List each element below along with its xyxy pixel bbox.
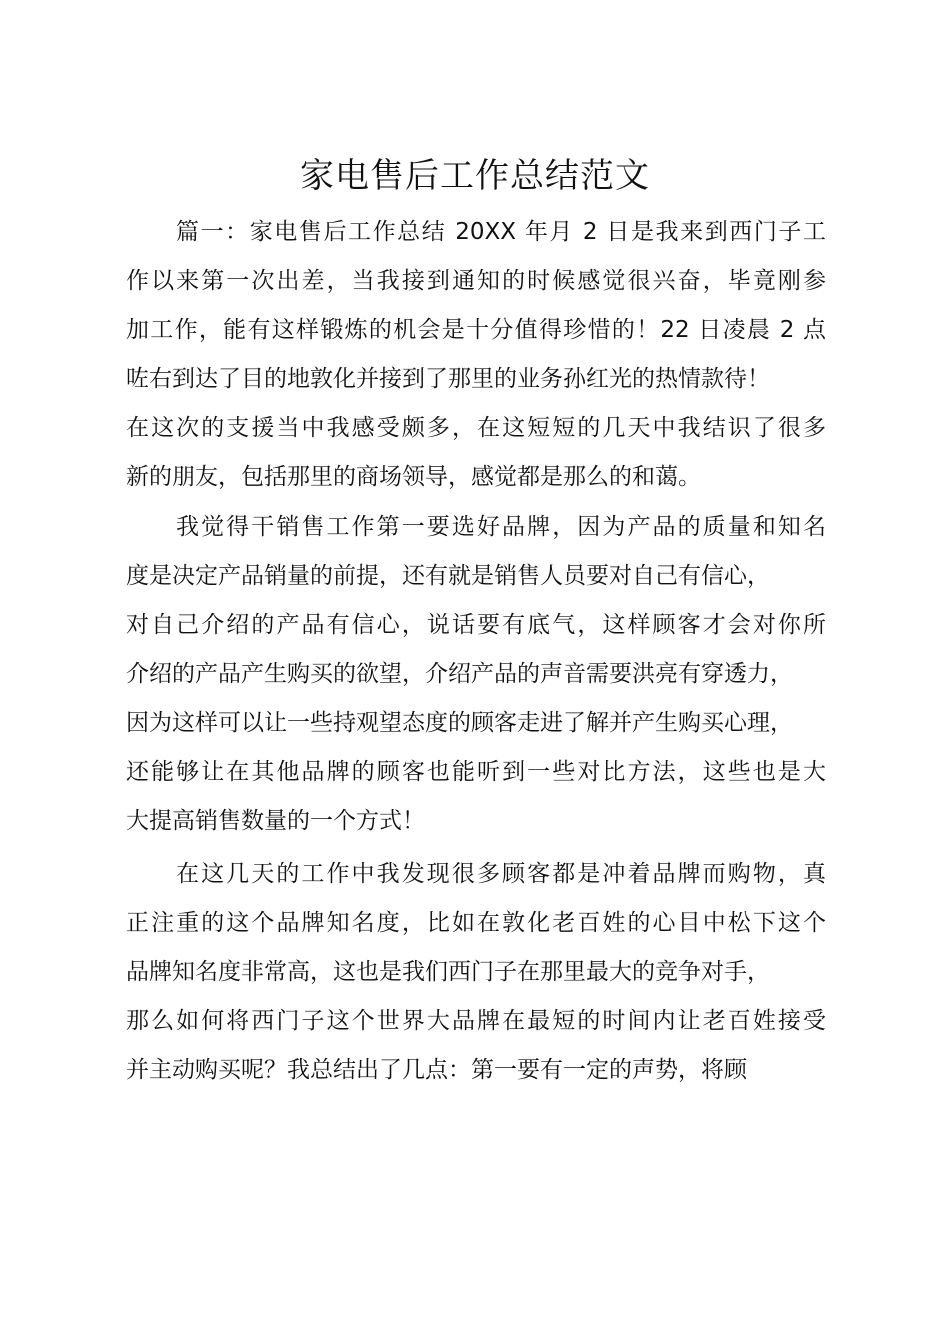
text-line: 那么如何将西门子这个世界大品牌在最短的时间内让老百姓接受: [126, 1008, 826, 1034]
text-line: 咗右到达了目的地敦化并接到了那里的业务孙红光的热情款待！: [126, 366, 770, 392]
text-line: 在这次的支援当中我感受颇多，在这短短的几天中我结识了很多: [126, 415, 826, 441]
document-title: 家电售后工作总结范文: [300, 156, 650, 196]
text-line: 在这几天的工作中我发现很多顾客都是冲着品牌而购物，真: [176, 861, 826, 887]
text-line: 新的朋友，包括那里的商场领导，感觉都是那么的和蔼。: [126, 464, 701, 490]
text-line: 并主动购买呢？我总结出了几点：第一要有一定的声势，将顾: [126, 1057, 747, 1083]
text-line: 介绍的产品产生购买的欲望，介绍产品的声音需要洪亮有穿透力，: [126, 661, 793, 687]
text-line: 加工作，能有这样锻炼的机会是十分值得珍惜的！22 日凌晨 2 点: [126, 317, 826, 343]
paragraph-1: [126, 208, 826, 502]
text-line: 篇一：家电售后工作总结 20XX 年月 2 日是我来到西门子工: [176, 219, 826, 245]
text-line: 度是决定产品销量的前提，还有就是销售人员要对自己有信心，: [126, 563, 770, 589]
text-line: 正注重的这个品牌知名度，比如在敦化老百姓的心目中松下这个: [126, 910, 826, 936]
text-line: 因为这样可以让一些持观望态度的顾客走进了解并产生购买心理，: [126, 710, 793, 736]
text-line: 品牌知名度非常高，这也是我们西门子在那里最大的竞争对手，: [126, 959, 770, 985]
text-line: 作以来第一次出差，当我接到通知的时候感觉很兴奋，毕竟刚参: [126, 268, 826, 294]
paragraph-3: [126, 850, 826, 1095]
text-line: 还能够让在其他品牌的顾客也能听到一些对比方法，这些也是大: [126, 759, 826, 785]
text-line: 对自己介绍的产品有信心，说话要有底气，这样顾客才会对你所: [126, 612, 826, 638]
paragraph-2: [126, 503, 826, 846]
text-line: 大提高销售数量的一个方式！: [126, 808, 425, 834]
text-line: 我觉得干销售工作第一要选好品牌，因为产品的质量和知名: [176, 514, 826, 540]
